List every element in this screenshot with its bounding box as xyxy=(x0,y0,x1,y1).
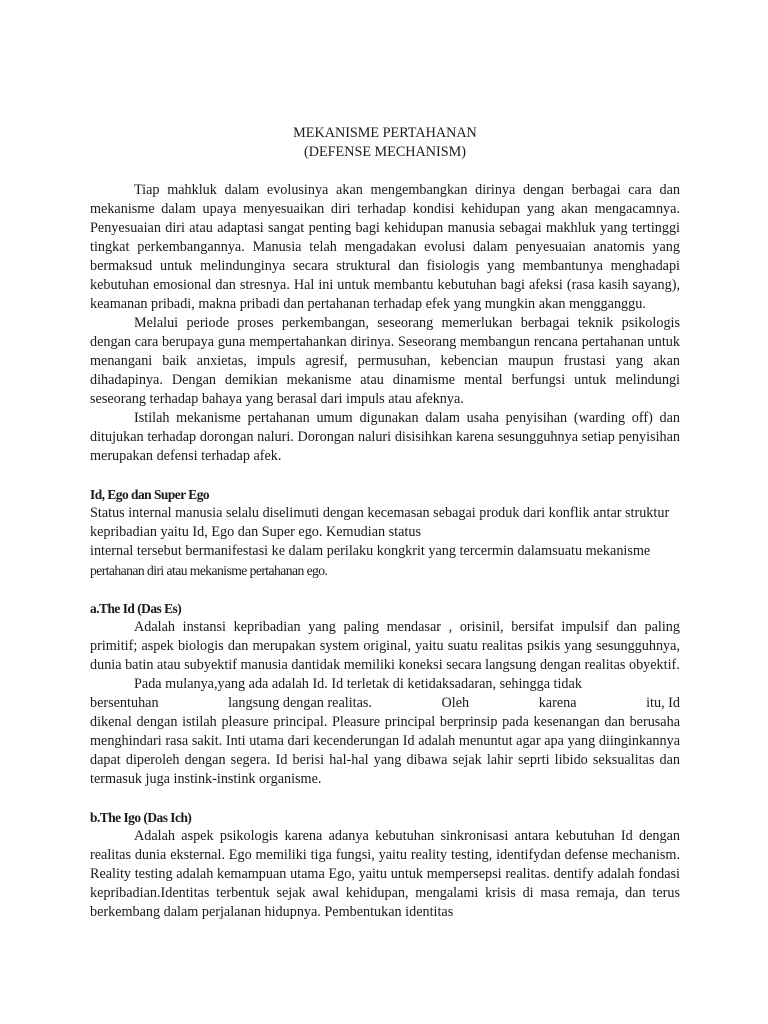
title-line-2: (DEFENSE MECHANISM) xyxy=(304,144,466,160)
id-paragraph-1: Adalah instansi kepribadian yang paling mendasar , orisinil, bersifat impulsif dan paling primitif; aspek biologis dan merupakan system original, yaitu suatu realitas psikis yang sesungguhnya, dunia batin atau subyektif manusia dantidak memiliki koneksi secara langsung dengan realitas obyektif. xyxy=(90,619,680,673)
heading-the-id: a.The Id (Das Es) xyxy=(90,601,182,616)
ego-paragraph-line-2: internal tersebut bermanifestasi ke dalam perilaku kongkrit yang tercermin dalamsuatu mekanisme xyxy=(90,543,651,559)
document-title xyxy=(90,124,680,162)
spread-word-3: Oleh xyxy=(441,695,470,711)
intro-paragraph-2: Melalui periode proses perkembangan, seseorang memerlukan berbagai teknik psikologis dengan cara berupaya guna mempertahankan dirinya. Seseorang membangun rencana pertahanan untuk menangani baik anxietas, impuls agresif, permusuhan, kebencian maupun frustasi yang akan dihadapinya. Dengan demikian mekanisme atau dinamisme mental berfungsi untuk melindungi seseorang terhadap bahaya yang berasal dari impuls atau afeknya. xyxy=(90,315,680,407)
ego-paragraph-line-1: Status internal manusia selalu diselimuti dengan kecemasan sebagai produk dari konflik antar struktur kepribadian yaitu Id, Ego dan Super ego. Kemudian status xyxy=(90,505,670,540)
ego-paragraph-line-3: pertahanan diri atau mekanisme pertahanan ego. xyxy=(90,563,328,578)
id-paragraph-2-rest: dikenal dengan istilah pleasure principal. Pleasure principal berprinsip pada kesenangan dan berusaha menghindari rasa sakit. Inti utama dari kecenderungan Id adalah menuntut agar apa yang diinginkannya dapat diperoleh dengan segera. Id berisi hal-hal yang dibawa sejak lahir seprti libido seksualitas dan termasuk juga instink-instink organisme. xyxy=(90,714,680,787)
heading-id-ego-superego: Id, Ego dan Super Ego xyxy=(90,487,210,502)
igo-paragraph-1: Adalah aspek psikologis karena adanya kebutuhan sinkronisasi antara kebutuhan Id dengan realitas dunia eksternal. Ego memiliki tiga fungsi, yaitu reality testing, identifydan defense mechanism. Reality testing adalah kemampuan utama Ego, yaitu untuk mempersepsi realitas. dentify adalah fondasi kepribadian.Identitas terbentuk sejak awal kehidupan, mengalami krisis di masa remaja, dan terus berkembang dalam perjalanan hidupnya. Pembentukan identitas xyxy=(90,828,680,920)
id-paragraph-2-line-1: Pada mulanya,yang ada adalah Id. Id terletak di ketidaksadaran, sehingga tidak xyxy=(134,676,582,692)
spread-word-2: langsung dengan realitas. xyxy=(228,695,372,711)
id-paragraph-2-spread-line xyxy=(90,694,680,713)
intro-paragraph-1: Tiap mahkluk dalam evolusinya akan mengembangkan dirinya dengan berbagai cara dan mekanisme dalam upaya menyesuaikan diri terhadap kondisi kehidupan yang akan mengacamnya. Penyesuaian diri atau adaptasi sangat penting bagi kehidupan manusia sebagai makhluk yang tertinggi tingkat perkembangannya. Manusia telah mengadakan evolusi dalam penyesuaian anatomis yang bermaksud untuk melindunginya secara struktural dan fisiologis yang membantunya menghadapi kebutuhan emosional dan stresnya. Hal ini untuk membantu kebutuhan bagi afeksi (rasa kasih sayang), keamanan pribadi, makna pribadi dan pertahanan terhadap efek yang mungkin akan mengganggu. xyxy=(90,182,680,312)
spread-word-4: karena xyxy=(538,695,577,711)
title-line-1: MEKANISME PERTAHANAN xyxy=(293,125,477,141)
spread-word-1: bersentuhan xyxy=(90,695,159,711)
heading-the-igo: b.The Igo (Das Ich) xyxy=(90,810,192,825)
spread-word-5: itu, Id xyxy=(646,695,680,711)
intro-paragraph-3: Istilah mekanisme pertahanan umum digunakan dalam usaha penyisihan (warding off) dan ditujukan terhadap dorongan naluri. Dorongan naluri disisihkan karena sesungguhnya setiap penyisihan merupakan defensi terhadap afek. xyxy=(90,410,680,464)
